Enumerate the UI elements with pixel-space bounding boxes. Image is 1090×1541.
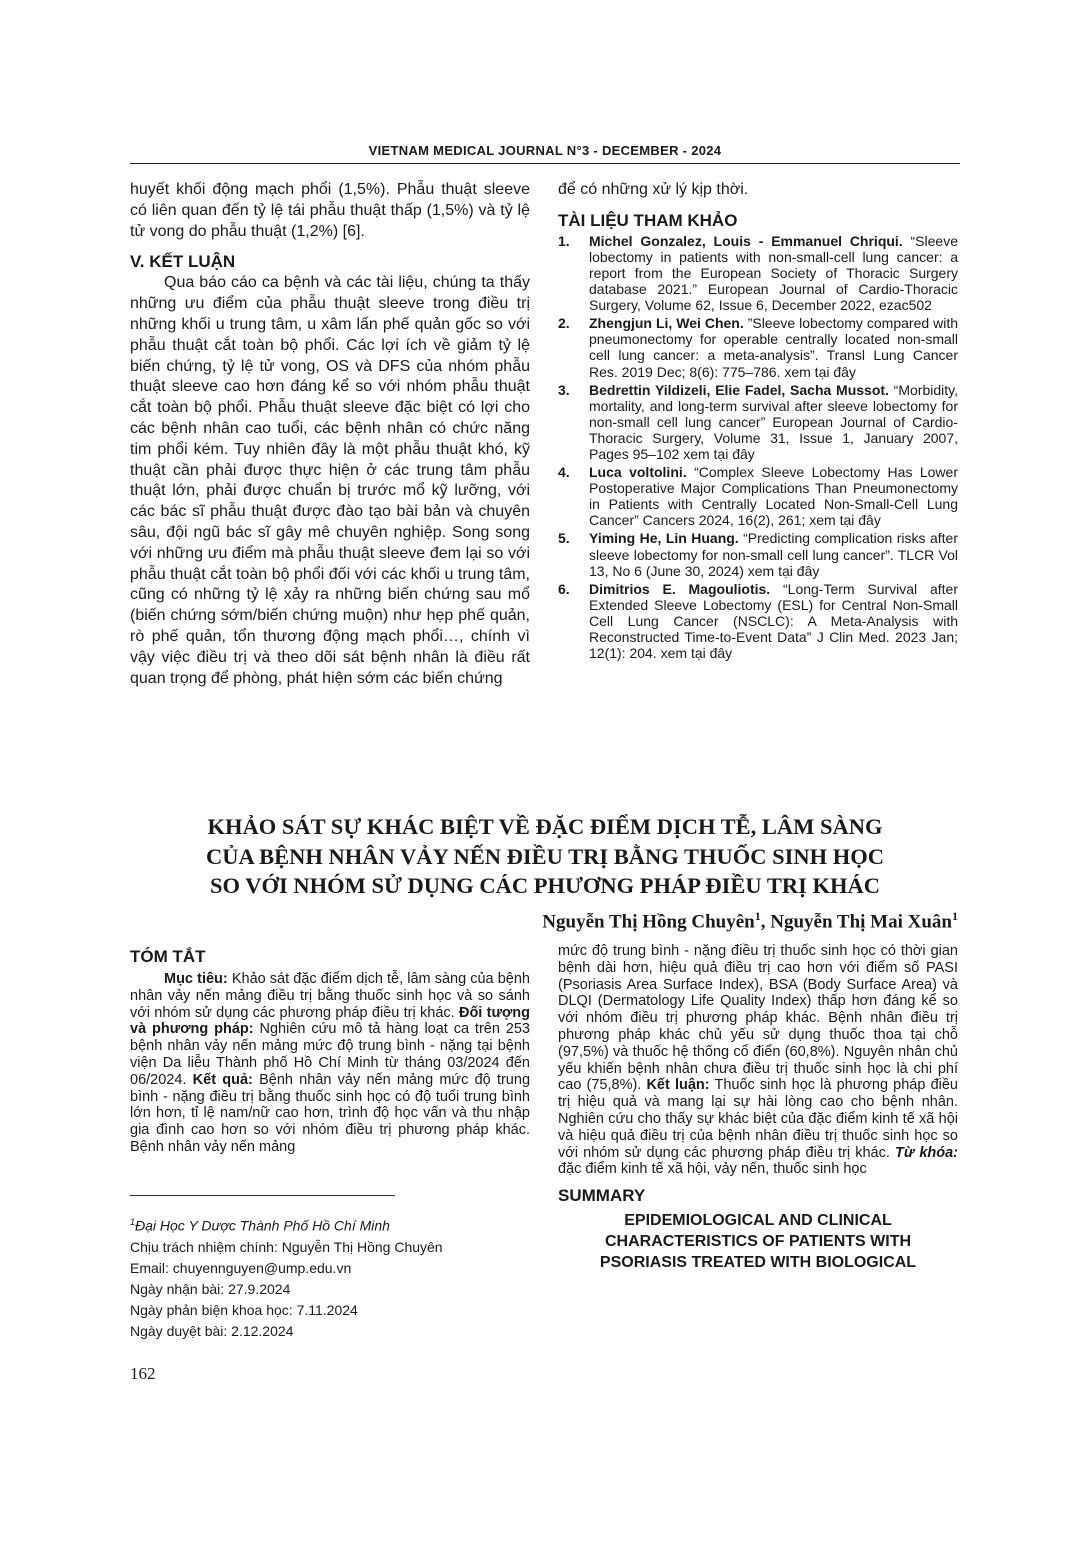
reference-text: “Long-Term Survival after Extended Sleeve Lobectomy (ESL) for Central Non-Small Cell Lung Cancer (NSCLC): A Meta-Analysis with Reconstructed Time-to-Event Data” J Clin Med. 2023 Jan; 12(1): 204. xem tại đây [589, 580, 958, 662]
summary-title [558, 1210, 958, 1273]
keywords-text: đặc điểm kinh tế xã hội, vảy nến, thuốc sinh học [558, 1161, 867, 1178]
approval-date: Ngày duyệt bài: 2.12.2024 [130, 1322, 294, 1339]
footnotes [130, 1212, 550, 1342]
objective-text: Khảo sát đặc điểm dịch tễ, lâm sàng của bệnh nhân vảy nến mảng điều trị bằng thuốc sinh học và so sánh với nhóm sử dụng các phương pháp điều trị khác. [130, 971, 530, 1021]
reference-authors: Luca voltolini. [589, 464, 687, 481]
reference-item [558, 464, 958, 528]
title-line: CỦA BỆNH NHÂN VẢY NẾN ĐIỀU TRỊ BẰNG THUỐC SINH HỌC [205, 843, 885, 869]
reference-text: “Morbidity, mortality, and long-term survival after sleeve lobectomy for non-small cell lung cancer” European Journal of Cardio-Thoracic Surgery, Volume 31, Issue 1, January 2007, Pages 95–102 xem tại đây [589, 381, 958, 463]
reference-item [558, 581, 958, 661]
author-name: Nguyễn Thị Hồng Chuyên [542, 911, 755, 933]
reference-number: 6. [558, 580, 570, 597]
article-title [130, 812, 960, 901]
reference-authors: Michel Gonzalez, Louis - Emmanuel Chriqui. [589, 232, 903, 249]
objective-label: Mục tiêu: [164, 971, 228, 987]
received-date: Ngày nhận bài: 27.9.2024 [130, 1280, 291, 1297]
responsible-author: Chịu trách nhiệm chính: Nguyễn Thị Hồng Chuyên [130, 1238, 443, 1255]
abstract-heading: TÓM TẮT [130, 947, 206, 966]
page-number: 162 [130, 1364, 156, 1383]
summary-title-line: CHARACTERISTICS OF PATIENTS WITH [604, 1233, 912, 1251]
reference-authors: Yiming He, Lin Huang. [589, 530, 739, 547]
continued-paragraph: huyết khối động mạch phổi (1,5%). Phẫu thuật sleeve có liên quan đến tỷ lệ tái phẫu thuật thấp (1,5%) và tỷ lệ tử vong do phẫu thuật (1,2%) [6]. [130, 181, 530, 240]
reference-list [558, 233, 958, 661]
footnote-rule [130, 1195, 395, 1196]
title-line: SO VỚI NHÓM SỬ DỤNG CÁC PHƯƠNG PHÁP ĐIỀU TRỊ KHÁC [209, 873, 881, 898]
affiliation-text: Đại Học Y Dược Thành Phố Hồ Chí Minh [135, 1217, 390, 1234]
reference-item [558, 382, 958, 462]
conclusion-label: Kết luận: [646, 1077, 710, 1094]
results-text: Bệnh nhân vảy nến mảng mức độ trung bình - nặng điều trị bằng thuốc sinh học có độ tuổi trung bình lớn hơn, tỉ lệ nam/nữ cao hơn, trình độ học vấn và thu nhập gia đình cao hơn so với nhóm điều trị phương pháp khác. Bệnh nhân vảy nến mảng [130, 1071, 531, 1155]
left-column-top [130, 180, 530, 689]
right-column-top [558, 180, 958, 663]
author-affiliation-mark: 1 [952, 909, 958, 923]
summary-heading: SUMMARY [558, 1186, 646, 1206]
reference-authors: Zhengjun Li, Wei Chen. [589, 315, 744, 332]
author-name: Nguyễn Thị Mai Xuân [770, 911, 952, 933]
reference-item [558, 315, 958, 379]
affiliation-footnote [130, 1212, 550, 1237]
reference-item [558, 530, 958, 578]
keywords-label: Từ khóa: [895, 1144, 958, 1161]
reference-number: 5. [558, 530, 570, 547]
author-affiliation-mark: 1 [754, 909, 761, 923]
title-line: KHẢO SÁT SỰ KHÁC BIỆT VỀ ĐẶC ĐIỂM DỊCH TỄ, LÂM SÀNG [207, 814, 883, 839]
conclusion-heading: V. KẾT LUẬN [130, 252, 236, 272]
reference-number: 2. [558, 315, 570, 332]
summary-title-line: PSORIASIS TREATED WITH BIOLOGICAL [599, 1254, 917, 1272]
summary-title-line: EPIDEMIOLOGICAL AND CLINICAL [624, 1212, 892, 1230]
abstract-right-column [558, 943, 958, 1273]
author-separator: , [760, 911, 771, 933]
journal-header: VIETNAM MEDICAL JOURNAL N°3 - DECEMBER - 2024 [368, 143, 722, 158]
reference-number: 4. [558, 464, 570, 481]
results-label: Kết quả: [192, 1071, 253, 1088]
conclusion-text: Thuốc sinh học là phương pháp điều trị hiệu quả và mang lại sự hài lòng cao cho bệnh nhân. Nghiên cứu cho thấy sự khác biệt của đặc điểm kinh tế xã hội và hiệu quả điều trị của bệnh nhân điều trị thuốc sinh học so với nhóm sử dụng các phương pháp điều trị khác. [558, 1077, 958, 1161]
abstract-paragraph [130, 971, 530, 1156]
reference-text: “Predicting complication risks after sleeve lobectomy for non-small cell lung cancer”. TLCR Vol 13, No 6 (June 30, 2024) xem tại đây [589, 530, 958, 579]
reference-authors: Dimitrios E. Magouliotis. [589, 580, 771, 597]
article-authors [130, 909, 958, 933]
reference-item [558, 233, 958, 313]
methods-text: Nghiên cứu mô tả hàng loạt ca trên 253 bệnh nhân vảy nến mảng mức độ trung bình - nặng tại bệnh viện Da liễu Thành phố Hồ Chí Minh từ tháng 03/2024 đến 06/2024. [130, 1021, 531, 1088]
continued-paragraph-right: để có những xử lý kịp thời. [558, 181, 749, 198]
email: Email: chuyennguyen@ump.edu.vn [130, 1259, 352, 1276]
abstract-continued-text: mức độ trung bình - nặng điều trị thuốc sinh học có thời gian bệnh dài hơn, hiệu quả điều trị cao hơn với điểm số PASI (Psoriasis Area Surface Index), BSA (Body Surface Area) và DLQI (Dermatology Life Quality Index) thấp hơn đáng kể so với nhóm điều trị phương pháp khác. Bệnh nhân điều trị phương pháp khác chủ yếu sử dụng thuốc thoa tại chỗ (97,5%) và thuốc hệ thống cổ điển (60,8%). Nguyên nhân chủ yếu khiến bệnh nhân chưa điều trị thuốc sinh học là chi phí cao (75,8%). [558, 943, 958, 1094]
abstract-paragraph-continued [558, 943, 958, 1178]
header-rule [130, 163, 960, 164]
reference-text: ”Sleeve lobectomy compared with pneumonectomy for operable centrally located non-small cell lung cancer: a meta-analysis”. Transl Lung Cancer Res. 2019 Dec; 8(6): 775–786. xem tại đây [589, 315, 958, 380]
reference-number: 1. [558, 232, 570, 249]
reference-text: “Complex Sleeve Lobectomy Has Lower Postoperative Major Complications Than Pneumonectomy in Patients with Centrally Located Non-Small-Cell Lung Cancer” Cancers 2024, 16(2), 261; xem tại đây [589, 464, 958, 529]
reference-authors: Bedrettin Yildizeli, Elie Fadel, Sacha Mussot. [589, 381, 889, 398]
affiliation-mark: 1 [130, 1217, 136, 1227]
review-date: Ngày phản biện khoa học: 7.11.2024 [130, 1301, 358, 1318]
reference-number: 3. [558, 381, 570, 398]
reference-text: “Sleeve lobectomy in patients with non-small-cell lung cancer: a report from the European Society of Thoracic Surgery database 2021.” European Journal of Cardio-Thoracic Surgery, Volume 62, Issue 6, December 2022, ezac502 [589, 232, 958, 314]
conclusion-paragraph: Qua báo cáo ca bệnh và các tài liệu, chúng ta thấy những ưu điểm của phẫu thuật sleeve trong điều trị những khối u trung tâm, u xâm lấn phế quản gốc so với phẫu thuật cắt toàn bộ phổi. Các lợi ích về giảm tỷ lệ biến chứng, tỷ lệ tử vong, OS và DFS của nhóm phẫu thuật sleeve cao hơn đáng kể so với nhóm phẫu thuật cắt toàn bộ phổi. Phẫu thuật sleeve đặc biệt có lợi cho các bệnh nhân cao tuổi, các bệnh nhân có chức năng tim phổi kém. Tuy nhiên đây là một phẫu thuật khó, kỹ thuật cần phải được thực hiện ở các trung tâm phẫu thuật lớn, phải được chuẩn bị trước mổ kỹ lưỡng, với các bác sĩ phẫu thuật được đào tạo bài bản và chuyên sâu, đội ngũ bác sĩ gây mê chuyên nghiệp. Song song với những ưu điểm mà phẫu thuật sleeve đem lại so với phẫu thuật cắt toàn bộ phổi đối với các khối u trung tâm, cũng có những tỷ lệ xảy ra những biến chứng sau mổ (biến chứng sớm/biến chứng muộn) như hẹp phế quản, rò phế quản, tổn thương động mạch phổi…, chính vì vậy việc điều trị và theo dõi sát bệnh nhân là điều rất quan trọng để phòng, phát hiện sớm các biến chứng [130, 274, 530, 687]
abstract-left-column [130, 946, 530, 1156]
methods-label: Đối tượng và phương pháp: [130, 1004, 530, 1038]
references-heading: TÀI LIỆU THAM KHẢO [558, 210, 738, 230]
